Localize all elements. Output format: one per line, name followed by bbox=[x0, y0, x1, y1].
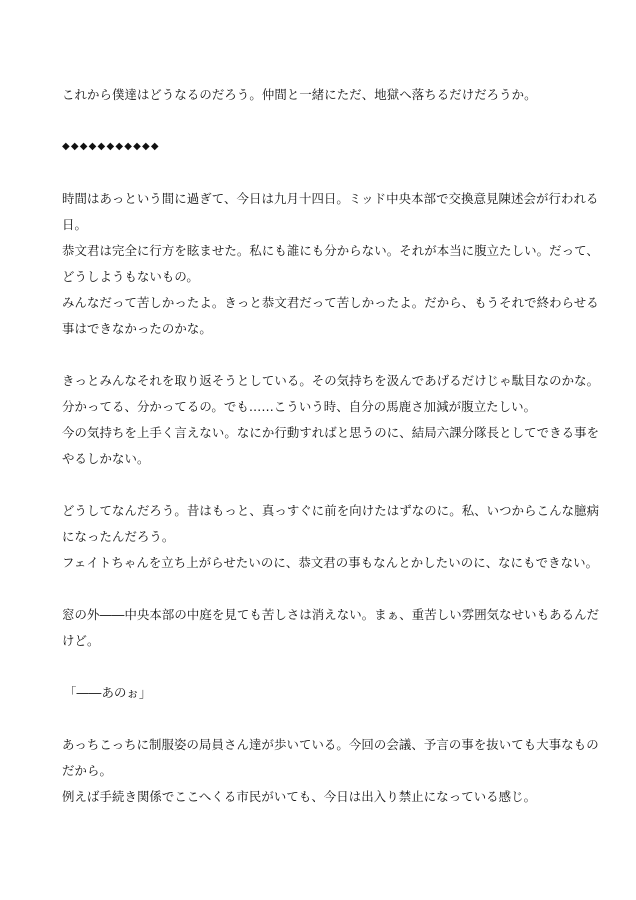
blank-line bbox=[62, 108, 582, 134]
text-line: どうしようもないもの。 bbox=[62, 269, 199, 284]
text-line: どうしてなんだろう。昔はもっと、真っすぐに前を向けたはずなのに。私、いつからこんな臆病 bbox=[62, 503, 600, 518]
text-line: フェイトちゃんを立ち上がらせたいのに、恭文君の事もなんとかしたいのに、なにもできない。 bbox=[62, 555, 599, 570]
text-line: これから僕達はどうなるのだろう。仲間と一緒にただ、地獄へ落ちるだけだろうか。 bbox=[62, 87, 537, 102]
text-line: 分かってる、分かってるの。でも……こういう時、自分の馬鹿さ加減が腹立たしい。 bbox=[62, 399, 537, 414]
blank-line bbox=[62, 160, 582, 186]
text-line: 今の気持ちを上手く言えない。なにか行動すればと思うのに、結局六課分隊長としてできる事を bbox=[62, 425, 600, 440]
text-line: 事はできなかったのかな。 bbox=[62, 321, 212, 336]
dialogue-line: 「――あのぉ」 bbox=[64, 685, 152, 700]
blank-line bbox=[62, 706, 582, 732]
text-line: 窓の外――中央本部の中庭を見ても苦しさは消えない。まぁ、重苦しい雰囲気なせいもあるんだ bbox=[62, 607, 600, 622]
text-line: 時間はあっという間に過ぎて、今日は九月十四日。ミッド中央本部で交換意見陳述会が行われる bbox=[62, 191, 599, 206]
text-line: 日。 bbox=[62, 217, 87, 232]
blank-line bbox=[62, 576, 582, 602]
text-line: けど。 bbox=[62, 633, 100, 648]
text-line: 例えば手続き関係でここへくる市民がいても、今日は出入り禁止になっている感じ。 bbox=[62, 789, 537, 804]
text-line: だから。 bbox=[62, 763, 112, 778]
document-page bbox=[62, 82, 600, 810]
blank-line bbox=[62, 654, 582, 680]
text-line: あっちこっちに制服姿の局員さん達が歩いている。今回の会議、予言の事を抜いても大事なもの bbox=[62, 737, 599, 752]
text-line: 恭文君は完全に行方を眩ませた。私にも誰にも分からない。それが本当に腹立たしい。だって、 bbox=[62, 243, 599, 258]
text-line: になったんだろう。 bbox=[62, 529, 175, 544]
section-divider: ◆◆◆◆◆◆◆◆◆◆◆ bbox=[62, 141, 160, 152]
text-line: やるしかない。 bbox=[62, 451, 150, 466]
text-line: きっとみんなそれを取り返そうとしている。その気持ちを汲んであげるだけじゃ駄目なのかな。 bbox=[62, 373, 600, 388]
text-line: みんなだって苦しかったよ。きっと恭文君だって苦しかったよ。だから、もうそれで終わらせる bbox=[62, 295, 599, 310]
blank-line bbox=[62, 472, 582, 498]
blank-line bbox=[62, 342, 582, 368]
